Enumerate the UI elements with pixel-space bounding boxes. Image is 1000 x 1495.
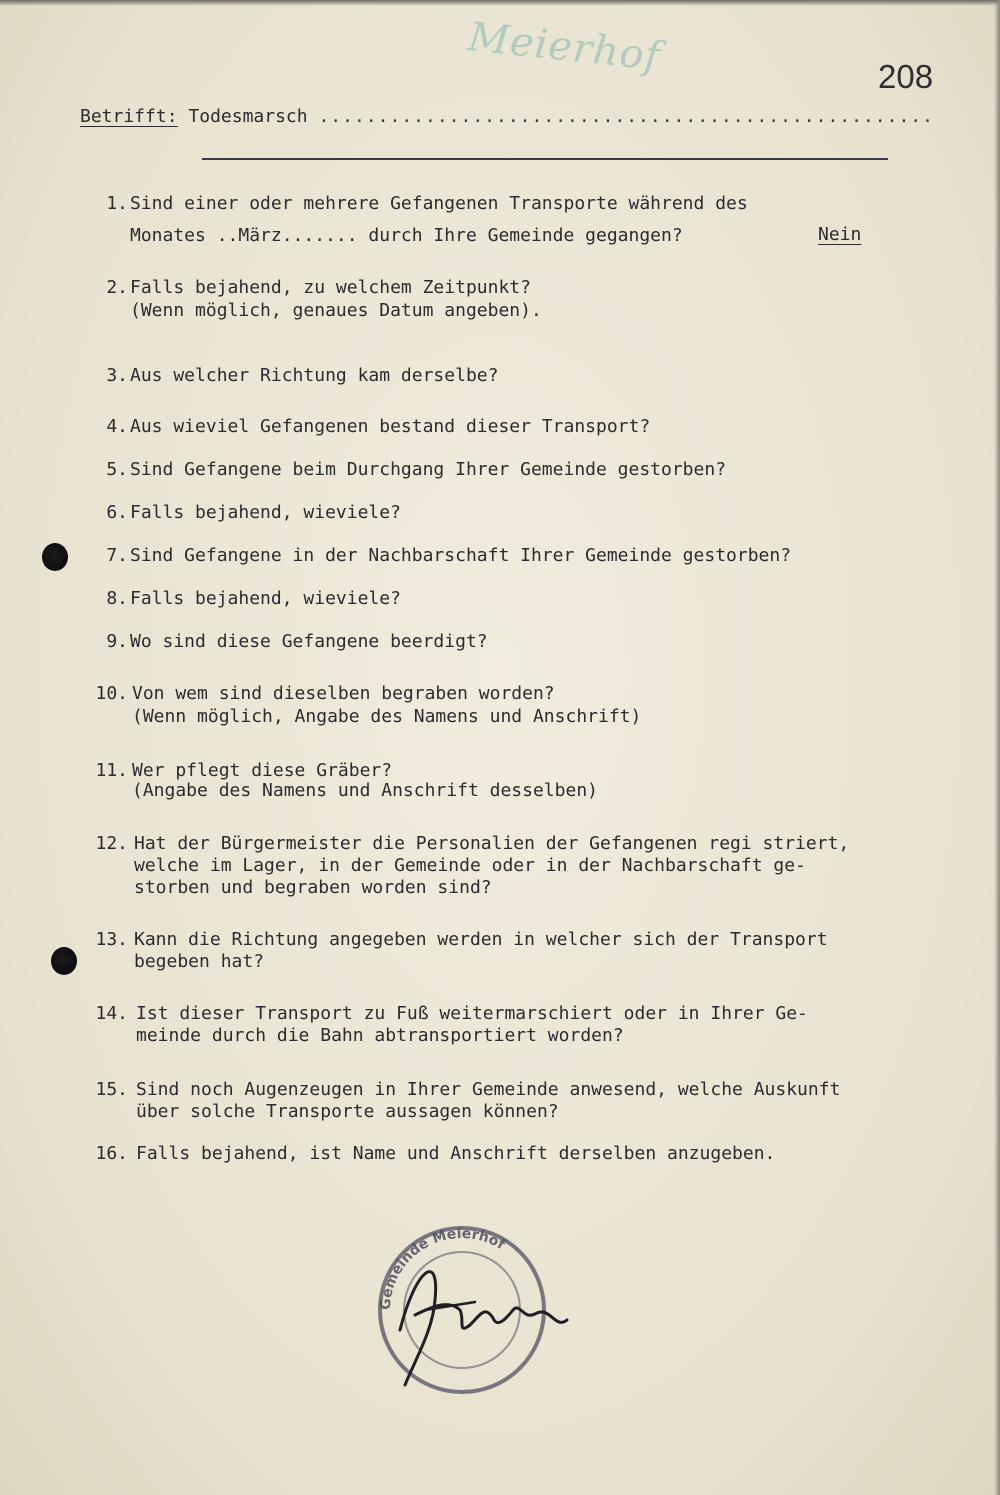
question-1: [86, 192, 748, 246]
question-text-line: Von wem sind dieselben begraben worden?: [132, 683, 555, 704]
question-number: 10.: [95, 683, 128, 704]
question-number: 12.: [95, 833, 128, 854]
question-10: [86, 682, 642, 727]
question-8: [86, 587, 401, 610]
official-stamp-signature: [345, 1210, 585, 1410]
question-text-line: Sind Gefangene in der Nachbarschaft Ihrer Gemeinde gestorben?: [130, 545, 792, 566]
stamp-text: Gemeinde Meierhof: [377, 1225, 508, 1311]
question-13: [86, 928, 828, 972]
question-5: [86, 458, 727, 481]
answer-q1: Nein: [818, 224, 862, 245]
question-number: 13.: [95, 929, 128, 950]
page-number: 208: [878, 58, 934, 95]
question-number: 5.: [106, 459, 128, 480]
subject-dots: ....................................................: [318, 106, 934, 127]
subject-label: Betrifft:: [80, 106, 178, 127]
question-text-line: Monates ..März....... durch Ihre Gemeinde gegangen?: [130, 225, 683, 246]
question-text-line: Falls bejahend, wieviele?: [130, 588, 401, 609]
question-text-line: Ist dieser Transport zu Fuß weitermarschiert oder in Ihrer Ge-: [136, 1003, 808, 1024]
question-number: 7.: [106, 545, 128, 566]
question-text-line: Hat der Bürgermeister die Personalien der Gefangenen regi striert,: [134, 833, 850, 854]
question-text-line: Aus welcher Richtung kam derselbe?: [130, 365, 499, 386]
question-number: 9.: [106, 631, 128, 652]
question-text-line: storben und begraben worden sind?: [134, 877, 492, 898]
question-text-line: Wer pflegt diese Gräber?: [132, 760, 393, 781]
question-16: [86, 1142, 776, 1165]
question-text-line: (Wenn möglich, genaues Datum angeben).: [130, 300, 542, 321]
paper-top-edge: [0, 0, 1000, 6]
question-text-line: meinde durch die Bahn abtransportiert worden?: [136, 1025, 624, 1046]
question-9: [86, 630, 488, 653]
question-text-line: begeben hat?: [134, 951, 265, 972]
question-text-line: Aus wieviel Gefangenen bestand dieser Transport?: [130, 416, 651, 437]
question-12: [86, 832, 850, 898]
question-text-line: (Wenn möglich, Angabe des Namens und Anschrift): [132, 706, 642, 727]
question-number: 14.: [95, 1003, 128, 1024]
stamp-graphic: [345, 1210, 585, 1410]
question-14: [86, 1002, 808, 1046]
question-number: 16.: [95, 1143, 128, 1164]
question-number: 15.: [95, 1079, 128, 1100]
question-text-line: über solche Transporte aussagen können?: [136, 1101, 559, 1122]
question-number: 2.: [106, 277, 128, 298]
question-6: [86, 501, 401, 524]
question-text-line: Sind Gefangene beim Durchgang Ihrer Gemeinde gestorben?: [130, 459, 727, 480]
question-15: [86, 1078, 841, 1122]
question-text-line: (Angabe des Namens und Anschrift desselben): [132, 780, 598, 801]
punch-hole-upper: [42, 543, 68, 571]
question-11: [86, 759, 598, 801]
punch-hole-lower: [51, 947, 77, 975]
question-text-line: Falls bejahend, wieviele?: [130, 502, 401, 523]
question-text-line: Falls bejahend, ist Name und Anschrift derselben anzugeben.: [136, 1143, 776, 1164]
question-number: 8.: [106, 588, 128, 609]
question-text-line: welche im Lager, in der Gemeinde oder in der Nachbarschaft ge-: [134, 855, 806, 876]
question-text-line: Wo sind diese Gefangene beerdigt?: [130, 631, 488, 652]
question-number: 6.: [106, 502, 128, 523]
question-number: 11.: [95, 760, 128, 781]
question-number: 4.: [106, 416, 128, 437]
subject-line: [80, 106, 934, 127]
question-4: [86, 415, 651, 438]
question-2: [86, 276, 542, 321]
question-7: [86, 544, 792, 567]
question-text-line: Falls bejahend, zu welchem Zeitpunkt?: [130, 277, 531, 298]
question-number: 3.: [106, 365, 128, 386]
question-number: 1.: [106, 193, 128, 214]
header-rule: [202, 158, 888, 160]
handwritten-place-note: Meierhof: [466, 14, 663, 80]
question-text-line: Sind noch Augenzeugen in Ihrer Gemeinde anwesend, welche Auskunft: [136, 1079, 841, 1100]
question-text-line: Kann die Richtung angegeben werden in welcher sich der Transport: [134, 929, 828, 950]
question-text-line: Sind einer oder mehrere Gefangenen Transporte während des: [130, 193, 748, 214]
subject-value: Todesmarsch: [188, 106, 308, 127]
paper-right-edge: [994, 0, 1000, 1495]
question-3: [86, 364, 499, 387]
